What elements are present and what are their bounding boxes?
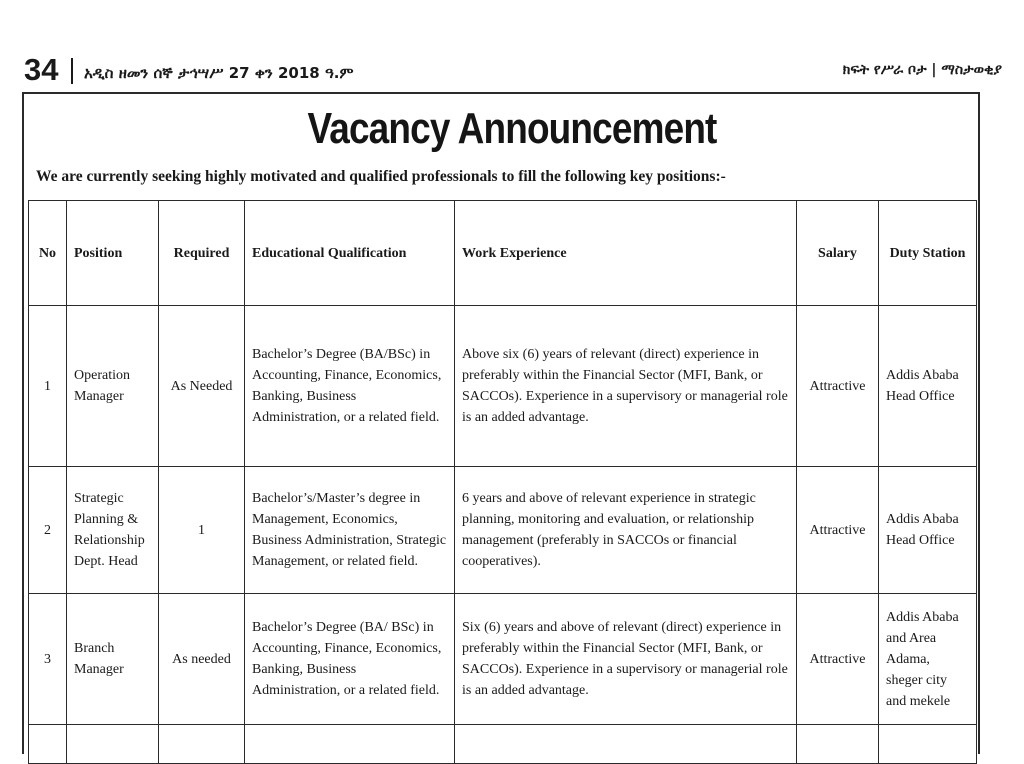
row-salary: Attractive xyxy=(797,467,879,594)
row-position: Operation Manager xyxy=(67,306,159,467)
header-experience: Work Experience xyxy=(455,201,797,306)
announcement-title: Vacancy Announcement xyxy=(307,104,717,153)
row-salary: Attractive xyxy=(797,594,879,725)
row-required: As needed xyxy=(159,594,245,725)
section-label: ክፍት የሥራ ቦታ | ማስታወቂያ xyxy=(842,62,1002,78)
row-position: Strategic Planning & Relationship Dept. Head xyxy=(67,467,159,594)
row-position: Branch Manager xyxy=(67,594,159,725)
row-no: 3 xyxy=(29,594,67,725)
row-no: 2 xyxy=(29,467,67,594)
vacancy-table xyxy=(28,200,977,764)
table-header-row xyxy=(29,201,977,306)
row-station: Addis Ababa and Area Adama, sheger city and mekele xyxy=(879,594,977,725)
header-position: Position xyxy=(67,201,159,306)
row-no: 1 xyxy=(29,306,67,467)
row-experience: 6 years and above of relevant experience in strategic planning, monitoring and evaluation, or relationship management (preferably in SACCOs or financial cooperatives). xyxy=(455,467,797,594)
row-required: As Needed xyxy=(159,306,245,467)
row-station: Addis Ababa Head Office xyxy=(879,306,977,467)
table-row xyxy=(29,467,977,594)
table-row xyxy=(29,594,977,725)
page-header xyxy=(22,52,1014,88)
publication-line: አዲስ ዘመን ሰኞ ታኅሣሥ 27 ቀን 2018 ዓ.ም xyxy=(84,64,354,82)
row-education: Bachelor’s Degree (BA/BSc) in Accounting, Finance, Economics, Banking, Business Administration, or a related field. xyxy=(245,306,455,467)
page-number: 34 xyxy=(24,52,59,87)
page-number-divider xyxy=(71,58,73,84)
row-salary: Attractive xyxy=(797,306,879,467)
header-education: Educational Qualification xyxy=(245,201,455,306)
row-education: Bachelor’s/Master’s degree in Management, Economics, Business Administration, Strategic Management, or related field. xyxy=(245,467,455,594)
row-experience: Six (6) years and above of relevant (direct) experience in preferably within the Financial Sector (MFI, Bank, or SACCOs). Experience in a supervisory or managerial role is an added advantage. xyxy=(455,594,797,725)
header-no: No xyxy=(29,201,67,306)
row-experience: Above six (6) years of relevant (direct) experience in preferably within the Financial Sector (MFI, Bank, or SACCOs). Experience in a supervisory or managerial role is an added advantage. xyxy=(455,306,797,467)
row-education: Bachelor’s Degree (BA/ BSc) in Accounting, Finance, Economics, Banking, Business Administration, or a related field. xyxy=(245,594,455,725)
header-salary: Salary xyxy=(797,201,879,306)
announcement-intro: We are currently seeking highly motivated and qualified professionals to fill the following key positions:- xyxy=(36,168,726,185)
row-required: 1 xyxy=(159,467,245,594)
header-station: Duty Station xyxy=(879,201,977,306)
row-station: Addis Ababa Head Office xyxy=(879,467,977,594)
table-row xyxy=(29,306,977,467)
table-row-cutoff xyxy=(29,725,977,764)
header-required: Required xyxy=(159,201,245,306)
